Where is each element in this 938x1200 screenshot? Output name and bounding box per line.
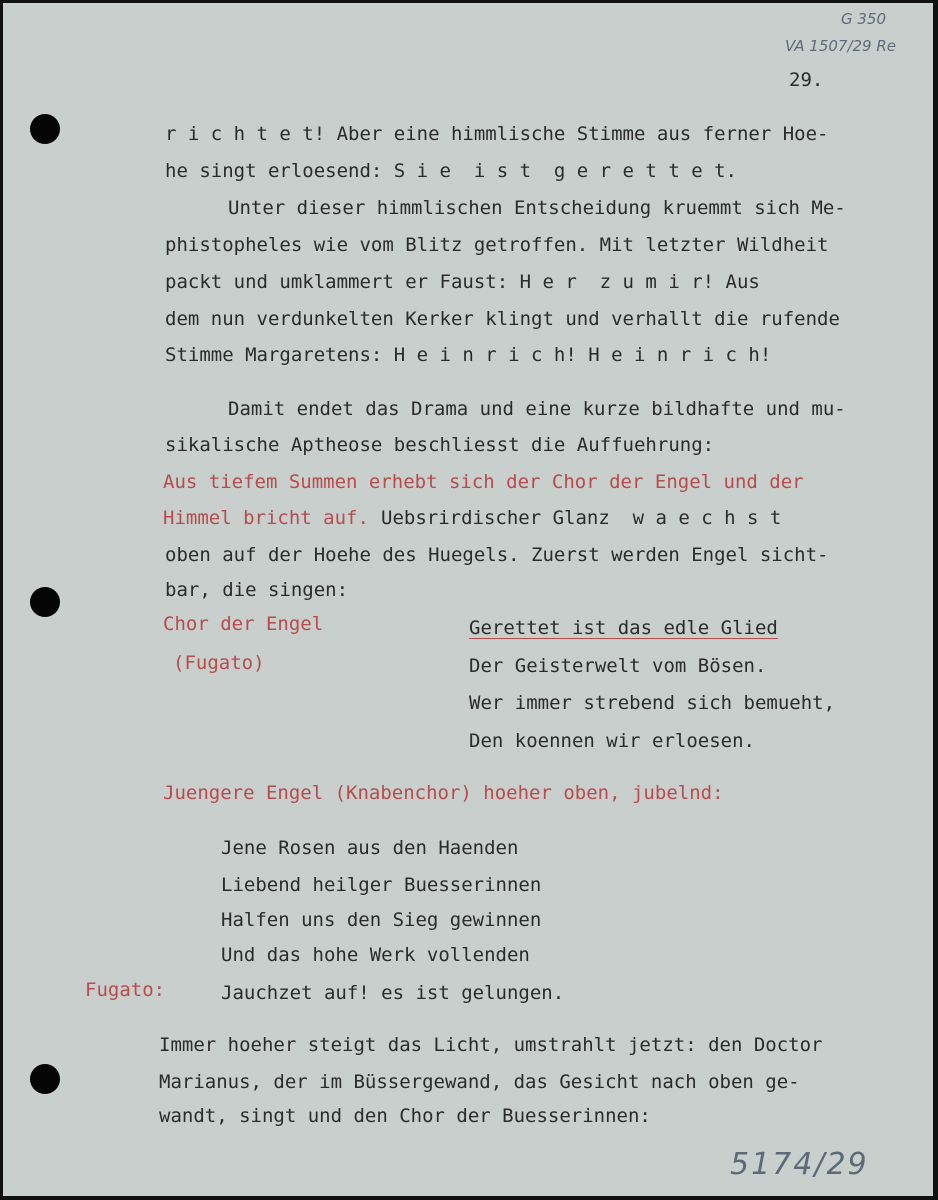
body-line: phistopheles wie vom Blitz getroffen. Mit letzter Wildheit [165, 234, 829, 256]
chorus-speaker: Chor der Engel [163, 613, 324, 635]
verse-line: Den koennen wir erloesen. [469, 730, 755, 752]
punch-hole-middle [30, 587, 60, 617]
page-number: 29. [789, 69, 824, 91]
body-line: Stimme Margaretens: H e i n r i c h! H e i n r i c h! [165, 344, 772, 366]
verse-line: Liebend heilger Buesserinnen [221, 874, 542, 896]
punch-hole-bottom [30, 1064, 60, 1094]
verse-line: Halfen uns den Sieg gewinnen [221, 909, 542, 931]
body-line: Marianus, der im Büssergewand, das Gesicht nach oben ge- [159, 1071, 800, 1093]
verse-line: Jauchzet auf! es ist gelungen. [221, 982, 565, 1004]
archive-code-1: G 350 [841, 10, 887, 28]
body-line: bar, die singen: [165, 579, 349, 601]
body-line: oben auf der Hoehe des Huegels. Zuerst werden Engel sicht- [165, 544, 829, 566]
body-line: packt und umklammert er Faust: H e r z u m i r! Aus [165, 271, 760, 293]
verse-line: Gerettet ist das edle Glied [469, 617, 778, 639]
archive-code-2: VA 1507/29 Re [785, 37, 897, 55]
stage-direction-line: Himmel bricht auf. [163, 507, 369, 529]
body-line: r i c h t e t! Aber eine himmlische Stimme aus ferner Hoe- [165, 123, 829, 145]
body-line: Damit endet das Drama und eine kurze bildhafte und mu- [228, 398, 846, 420]
punch-hole-top [30, 114, 60, 144]
young-angels-heading: Juengere Engel (Knabenchor) hoeher oben, jubelnd: [163, 782, 724, 804]
verse-line: Wer immer strebend sich bemueht, [469, 692, 836, 714]
handwritten-archive-number: 5174/29 [730, 1147, 869, 1182]
verse-line: Jene Rosen aus den Haenden [221, 837, 519, 859]
chorus-direction: (Fugato) [173, 652, 265, 674]
document-page [3, 3, 933, 1196]
fugato-label: Fugato: [85, 979, 166, 1001]
verse-line: Und das hohe Werk vollenden [221, 944, 530, 966]
body-line: Unter dieser himmlischen Entscheidung kruemmt sich Me- [228, 197, 846, 219]
body-line: sikalische Aptheose beschliesst die Auffuehrung: [165, 434, 715, 456]
body-line: he singt erloesend: S i e i s t g e r e t t e t. [165, 160, 737, 182]
stage-direction-line: Aus tiefem Summen erhebt sich der Chor der Engel und der [163, 471, 804, 493]
body-line: dem nun verdunkelten Kerker klingt und verhallt die rufende [165, 308, 840, 330]
body-line: Immer hoeher steigt das Licht, umstrahlt jetzt: den Doctor [159, 1034, 823, 1056]
body-line: wandt, singt und den Chor der Buesserinnen: [159, 1105, 651, 1127]
verse-line: Der Geisterwelt vom Bösen. [469, 655, 767, 677]
body-line: Uebsrirdischer Glanz w a e c h s t [381, 507, 782, 529]
